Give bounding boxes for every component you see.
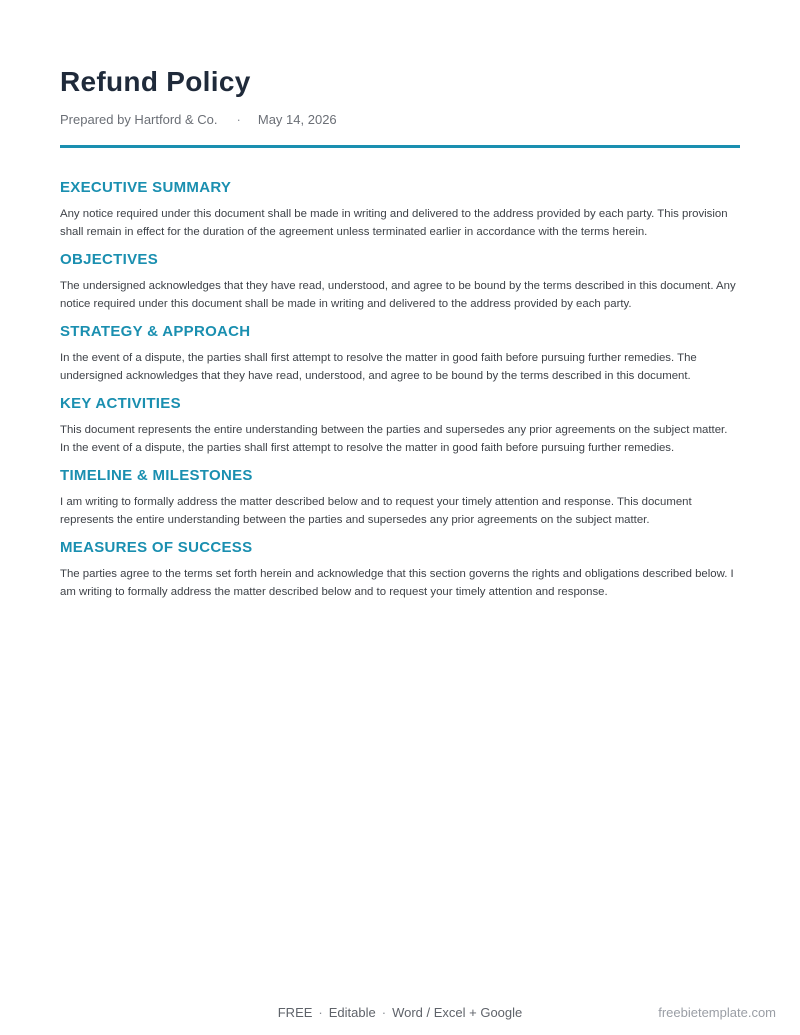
- section-body: This document represents the entire understanding between the parties and supersedes any prior agreements on the subject matter. In the event of a dispute, the parties shall first attempt to resolve the matter in good faith before pursuing further remedies.: [60, 424, 728, 454]
- section-body: Any notice required under this document shall be made in writing and delivered to the address provided by each party. This provision shall remain in effect for the duration of the agreement unless terminated earlier in accordance with the terms herein.: [60, 208, 728, 238]
- section-body: I am writing to formally address the matter described below and to request your timely attention and response. This document represents the entire understanding between the parties and supersedes any prior agreements on the subject matter.: [60, 496, 692, 526]
- section-objectives: [60, 249, 740, 313]
- section-heading: OBJECTIVES: [60, 251, 159, 268]
- page-footer: [0, 1004, 800, 1022]
- section-body: The parties agree to the terms set forth herein and acknowledge that this section governs the rights and obligations described below. I am writing to formally address the matter described below and to request your timely attention and response.: [60, 568, 734, 598]
- document-page: [60, 64, 740, 609]
- section-heading: TIMELINE & MILESTONES: [60, 467, 253, 484]
- document-title: Refund Policy: [60, 66, 251, 97]
- sections: [60, 177, 740, 601]
- document-date: May 14, 2026: [257, 112, 337, 127]
- section-heading: MEASURES OF SUCCESS: [60, 539, 253, 556]
- section-body: In the event of a dispute, the parties shall first attempt to resolve the matter in good faith before pursuing further remedies. The undersigned acknowledges that they have read, understood, and agree to be bound by the terms described in this document.: [60, 352, 697, 382]
- section-body: The undersigned acknowledges that they have read, understood, and agree to be bound by the terms described in this document. Any notice required under this document shall be made in writing and delivered to the address provided by each party.: [60, 280, 736, 310]
- section-executive-summary: [60, 177, 740, 241]
- section-heading: KEY ACTIVITIES: [60, 395, 181, 412]
- footer-dot: ·: [381, 1005, 387, 1020]
- footer-editable: Editable: [328, 1005, 376, 1020]
- footer-dot: ·: [318, 1005, 323, 1020]
- section-heading: EXECUTIVE SUMMARY: [60, 179, 232, 196]
- section-key-activities: [60, 393, 740, 457]
- section-measures-of-success: [60, 537, 740, 601]
- header-divider: [60, 145, 740, 148]
- footer-formats: Word / Excel + Google: [392, 1005, 523, 1020]
- section-timeline-milestones: [60, 465, 740, 529]
- meta-separator: ·: [236, 112, 241, 127]
- footer-site-link[interactable]: freebietemplate.com: [658, 1005, 776, 1020]
- document-meta: [60, 112, 740, 128]
- footer-free: FREE: [277, 1005, 313, 1020]
- section-heading: STRATEGY & APPROACH: [60, 323, 251, 340]
- prepared-by: Prepared by Hartford & Co.: [60, 112, 218, 127]
- section-strategy-approach: [60, 321, 740, 385]
